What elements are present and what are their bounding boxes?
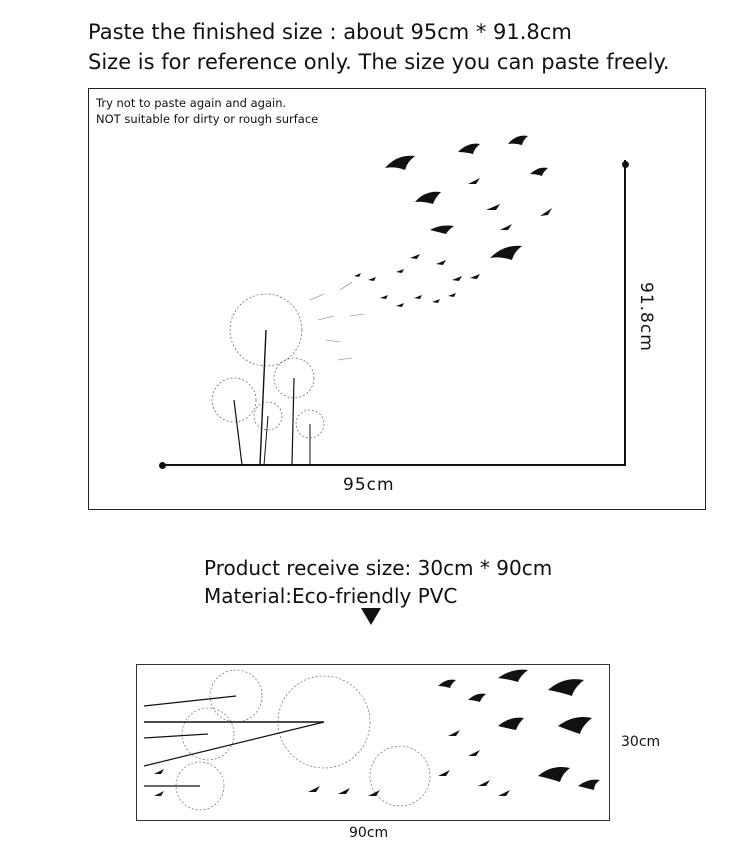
sheet-height-label: 30cm: [621, 734, 661, 750]
dandelion-icon: [212, 294, 324, 465]
triangle-down-icon: [361, 608, 381, 625]
size-reference-note: Size is for reference only. The size you can paste freely.: [88, 50, 670, 74]
sheet-birds: [154, 670, 600, 796]
preview-width-label: 95cm: [343, 475, 395, 495]
preview-note-surface: NOT suitable for dirty or rough surface: [96, 112, 319, 126]
material-line: Material:Eco-friendly PVC: [204, 584, 458, 608]
finished-size-heading: Paste the finished size : about 95cm * 91.8cm: [88, 20, 572, 44]
floating-seeds: [310, 282, 364, 360]
height-dimension-line: [624, 160, 626, 465]
bird-silhouette-icon: [354, 136, 552, 307]
preview-height-label: 91.8cm: [636, 282, 656, 352]
width-dimension-line: [162, 464, 626, 466]
width-dimension-endpoint: [159, 462, 166, 469]
preview-illustration: [200, 120, 580, 470]
height-dimension-endpoint: [622, 161, 629, 168]
sheet-width-label: 90cm: [349, 825, 389, 841]
sheet-dandelions: [144, 670, 430, 810]
product-size-line: Product receive size: 30cm * 90cm: [204, 556, 553, 580]
preview-note-repaste: Try not to paste again and again.: [96, 96, 287, 110]
sheet-illustration: [138, 666, 608, 819]
